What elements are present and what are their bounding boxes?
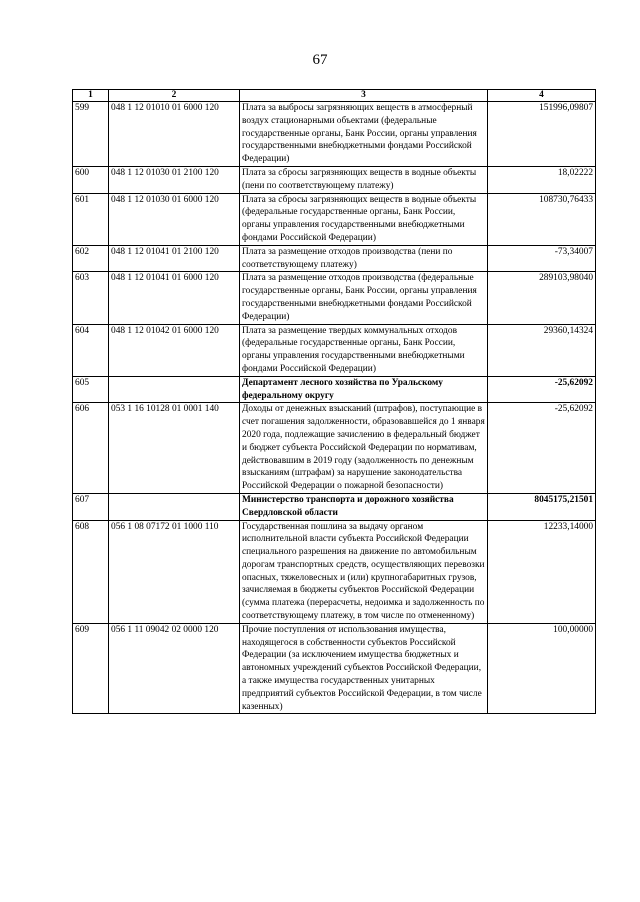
table-row [73, 493, 596, 520]
row-number: 602 [73, 245, 109, 272]
amount: 108730,76433 [488, 193, 596, 245]
amount: 100,00000 [488, 623, 596, 714]
revenue-name: Прочие поступления от использования имущества, находящегося в собственности субъектов Российской Федерации (за исключением имущества бюджетных и автономных учреждений субъектов Российской Федерации, а также имущества государственных унитарных предприятий субъектов Российской Федерации, в том числе казенных) [240, 623, 488, 714]
row-number: 601 [73, 193, 109, 245]
table-header-row [73, 90, 596, 102]
table-row [73, 245, 596, 272]
table-row [73, 102, 596, 167]
budget-code: 056 1 08 07172 01 1000 110 [109, 520, 240, 623]
amount: 29360,14324 [488, 324, 596, 376]
budget-code: 048 1 12 01030 01 6000 120 [109, 193, 240, 245]
budget-code: 048 1 12 01041 01 6000 120 [109, 272, 240, 324]
row-number: 604 [73, 324, 109, 376]
row-number: 607 [73, 493, 109, 520]
row-number: 606 [73, 403, 109, 494]
amount: 8045175,21501 [488, 493, 596, 520]
revenue-name: Плата за сбросы загрязняющих веществ в водные объекты (федеральные государственные органы, Банк России, органы управления государственными внебюджетными фондами Российской Федерации) [240, 193, 488, 245]
revenue-table [72, 89, 596, 714]
amount: -25,62092 [488, 376, 596, 403]
table-row [73, 376, 596, 403]
budget-code [109, 493, 240, 520]
revenue-name: Департамент лесного хозяйства по Уральскому федеральному округу [240, 376, 488, 403]
revenue-name: Плата за размещение твердых коммунальных отходов (федеральные государственные органы, Банк России, органы управления государственными внебюджетными фондами Российской Федерации) [240, 324, 488, 376]
row-number: 608 [73, 520, 109, 623]
header-col-4: 4 [488, 90, 596, 102]
amount: 289103,98040 [488, 272, 596, 324]
budget-code: 048 1 12 01030 01 2100 120 [109, 166, 240, 193]
header-col-1: 1 [73, 90, 109, 102]
amount: -73,34007 [488, 245, 596, 272]
revenue-name: Плата за выбросы загрязняющих веществ в атмосферный воздух стационарными объектами (федеральные государственные органы, Банк России, органы управления государственными внебюджетными фондами Российской Федерации) [240, 102, 488, 167]
revenue-name: Плата за размещение отходов производства (федеральные государственные органы, Банк России, органы управления государственными внебюджетными фондами Российской Федерации) [240, 272, 488, 324]
revenue-name: Плата за сбросы загрязняющих веществ в водные объекты (пени по соответствующему платежу) [240, 166, 488, 193]
table-row [73, 403, 596, 494]
amount: 151996,09807 [488, 102, 596, 167]
revenue-name: Плата за размещение отходов производства (пени по соответствующему платежу) [240, 245, 488, 272]
revenue-name: Государственная пошлина за выдачу органом исполнительной власти субъекта Российской Федерации специального разрешения на движение по автомобильным дорогам транспортных средств, осуществляющих перевозки опасных, тяжеловесных и (или) крупногабаритных грузов, зачисляемая в бюджеты субъектов Российской Федерации (сумма платежа (перерасчеты, недоимка и задолженность по соответствующему платежу, в том числе по отмененному) [240, 520, 488, 623]
table-row [73, 324, 596, 376]
header-col-2: 2 [109, 90, 240, 102]
budget-code: 056 1 11 09042 02 0000 120 [109, 623, 240, 714]
row-number: 609 [73, 623, 109, 714]
row-number: 599 [73, 102, 109, 167]
table-row [73, 166, 596, 193]
revenue-name: Министерство транспорта и дорожного хозяйства Свердловской области [240, 493, 488, 520]
budget-code: 048 1 12 01042 01 6000 120 [109, 324, 240, 376]
table-row [73, 193, 596, 245]
table-row [73, 623, 596, 714]
amount: 18,02222 [488, 166, 596, 193]
revenue-name: Доходы от денежных взысканий (штрафов), поступающие в счет погашения задолженности, образовавшейся до 1 января 2020 года, подлежащие зачислению в федеральный бюджет и бюджет субъекта Российской Федерации по нормативам, действовавшим в 2019 году (задолженность по денежным взысканиям (штрафам) за нарушение законодательства Российской Федерации о пожарной безопасности) [240, 403, 488, 494]
budget-code: 048 1 12 01010 01 6000 120 [109, 102, 240, 167]
budget-code [109, 376, 240, 403]
row-number: 603 [73, 272, 109, 324]
budget-code: 053 1 16 10128 01 0001 140 [109, 403, 240, 494]
amount: -25,62092 [488, 403, 596, 494]
budget-code: 048 1 12 01041 01 2100 120 [109, 245, 240, 272]
page-number: 67 [312, 52, 328, 68]
header-col-3: 3 [240, 90, 488, 102]
table-row [73, 272, 596, 324]
row-number: 600 [73, 166, 109, 193]
amount: 12233,14000 [488, 520, 596, 623]
row-number: 605 [73, 376, 109, 403]
table-row [73, 520, 596, 623]
